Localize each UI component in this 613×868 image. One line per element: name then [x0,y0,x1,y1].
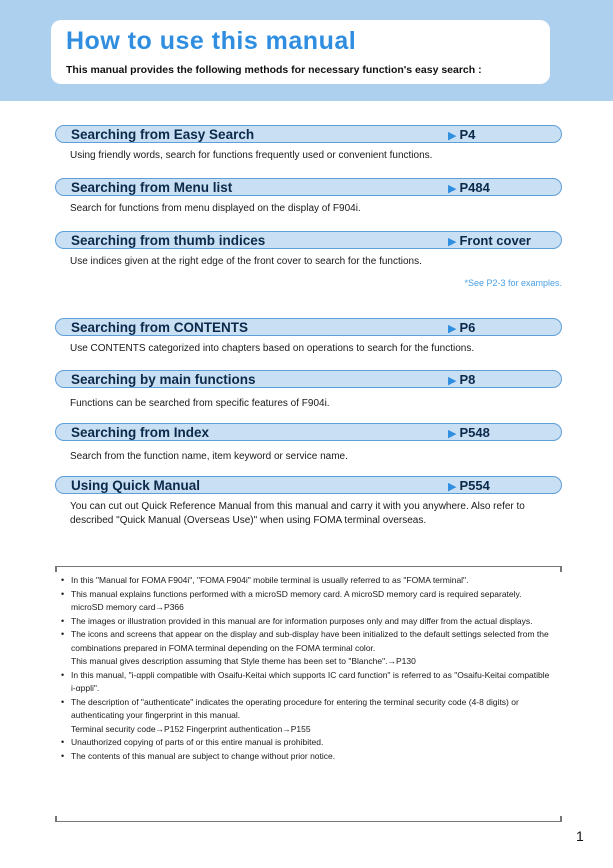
method-easy-search [55,125,562,163]
method-page-ref: Front cover [459,233,531,248]
method-bar [55,318,562,336]
method-quick-manual [55,476,562,528]
note-line: • The images or illustration provided in this manual are for information purposes only and may differ from the actual displays. [71,615,533,626]
method-description: Use CONTENTS categorized into chapters based on operations to search for the functions. [70,343,475,354]
method-title: Searching by main functions [71,372,256,387]
method-page-ref: P548 [459,425,490,440]
note-line: • Unauthorized copying of parts of or this entire manual is prohibited. [71,737,324,747]
method-title: Using Quick Manual [71,478,201,493]
method-page-ref: P554 [459,478,490,493]
note-item [61,736,553,750]
method-page-ref: P8 [459,372,476,387]
triangle-arrow-icon: ▶ [448,375,457,387]
method-main-functions [55,370,562,411]
note-line: • The icons and screens that appear on the display and sub-display have been initialized to the default settings selected from the combinations prepared in FOMA terminal depending on the FOMA terminal color. [71,629,549,653]
note-item [61,574,553,588]
note-line: • The description of "authenticate" indicates the operating procedure for entering the terminal security code (4-8 digits) or authenticating your fingerprint in this manual. [71,696,519,720]
method-page-link[interactable] [448,371,475,390]
see-examples-note[interactable]: *See P2-3 for examples. [464,278,562,288]
method-description: Functions can be searched from specific features of F904i. [70,398,330,409]
page-title: How to use this manual [66,27,357,55]
method-bar [55,125,562,143]
method-title: Searching from CONTENTS [71,320,249,335]
note-line: • In this "Manual for FOMA F904i", "FOMA F904i" mobile terminal is usually referred to as "FOMA terminal". [71,575,469,585]
method-description: Use indices given at the right edge of the front cover to search for the functions. [70,256,422,267]
triangle-arrow-icon: ▶ [448,428,457,440]
note-reference: microSD memory card→P366 [71,602,184,612]
method-description: Search for functions from menu displayed on the display of F904i. [70,203,361,214]
note-reference: This manual gives description assuming that Style theme has been set to "Blanche".→P130 [71,656,416,666]
method-page-link[interactable] [448,232,531,251]
method-page-link[interactable] [448,179,490,198]
page-number: 1 [576,828,584,844]
triangle-arrow-icon: ▶ [448,236,457,248]
method-bar [55,423,562,441]
notes-list [61,574,553,763]
method-description: Search from the function name, item keyword or service name. [70,451,348,462]
note-item [61,615,553,629]
triangle-arrow-icon: ▶ [448,183,457,195]
notes-frame-bottom [55,816,562,822]
triangle-arrow-icon: ▶ [448,481,457,493]
method-page-link[interactable] [448,126,475,145]
method-page-ref: P484 [459,180,490,195]
method-bar [55,231,562,249]
method-description: You can cut out Quick Reference Manual from this manual and carry it with you anywhere. Also refer to described "Quick Manual (Overseas Use)" when using FOMA terminal overseas. [70,501,525,526]
note-item [61,669,553,696]
notes-frame-top [55,566,562,572]
method-bar [55,476,562,494]
note-line: • This manual explains functions performed with a microSD memory card. A microSD memory card is required separately. [71,588,522,599]
note-line: • In this manual, "i-αppli compatible with Osaifu-Keitai which supports IC card function" is referred to as "Osaifu-Keitai compatible i-αppli". [71,669,550,693]
note-item [61,696,553,737]
note-item [61,628,553,669]
method-description: Using friendly words, search for functions frequently used or convenient functions. [70,150,433,161]
notes-box [55,566,562,822]
method-bar [55,178,562,196]
method-page-link[interactable] [448,319,475,338]
method-page-ref: P4 [459,127,476,142]
method-page-link[interactable] [448,477,490,496]
triangle-arrow-icon: ▶ [448,323,457,335]
page-subtitle: This manual provides the following methods for necessary function's easy search : [66,64,482,76]
note-item [61,588,553,615]
method-bar [55,370,562,388]
method-title: Searching from Menu list [71,180,233,195]
method-title: Searching from Index [71,425,210,440]
triangle-arrow-icon: ▶ [448,130,457,142]
method-title: Searching from thumb indices [71,233,266,248]
method-index [55,423,562,464]
note-item [61,750,553,764]
method-page-ref: P6 [459,320,476,335]
method-contents [55,318,562,356]
method-thumb-indices [55,231,562,269]
note-line: • The contents of this manual are subject to change without prior notice. [71,750,336,761]
method-page-link[interactable] [448,424,490,443]
method-title: Searching from Easy Search [71,127,255,142]
note-reference: Terminal security code→P152 Fingerprint authentication→P155 [71,723,311,734]
method-menu-list [55,178,562,216]
